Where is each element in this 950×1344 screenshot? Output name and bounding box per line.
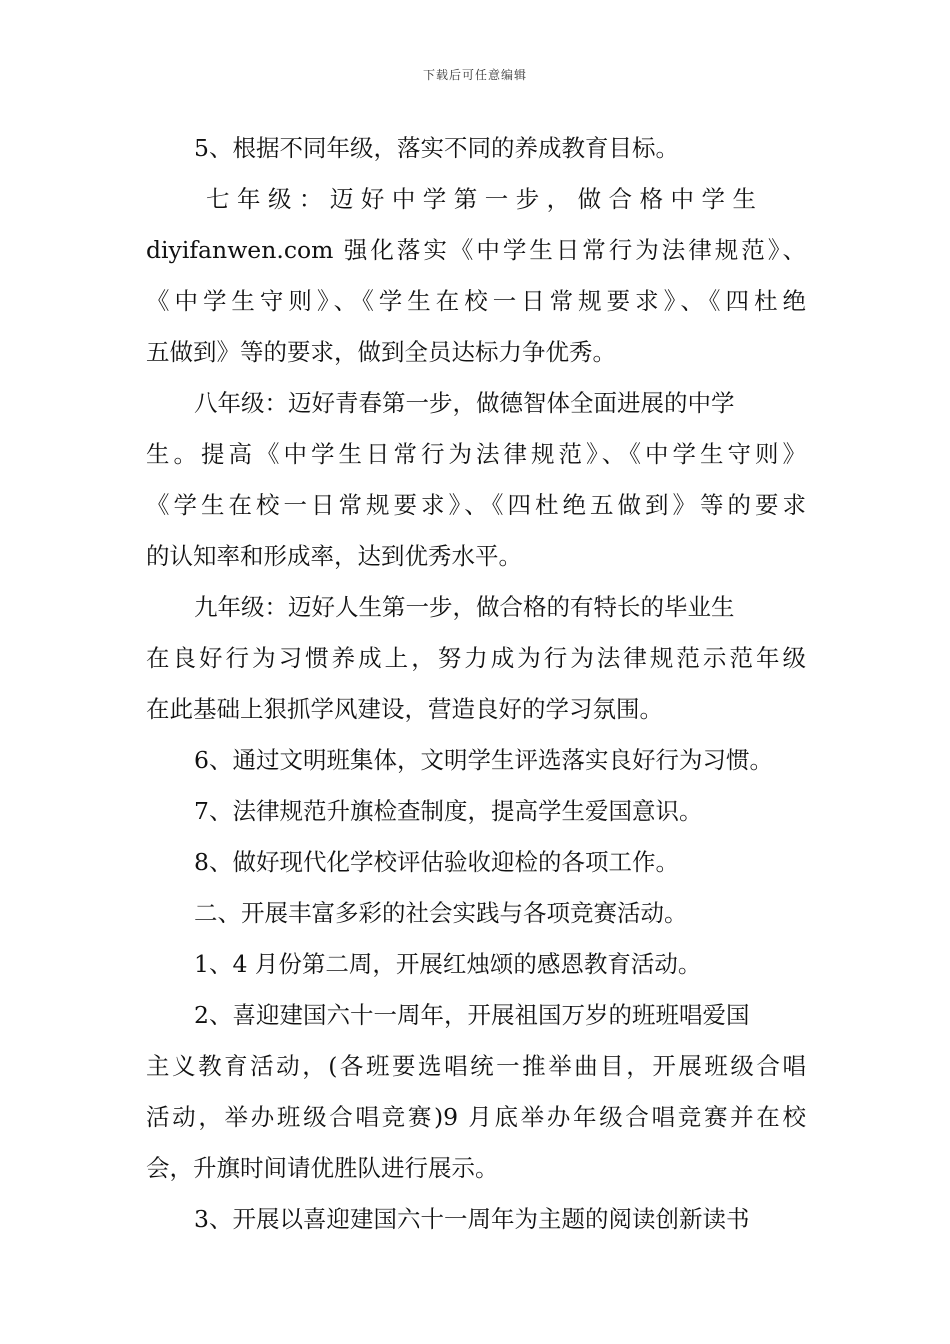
paragraph-line: 7、法律规范升旗检查制度，提高学生爱国意识。 [194,797,703,825]
paragraph-line: 在此基础上狠抓学风建设，营造良好的学习氛围。 [146,695,663,723]
paragraph-line: 6、通过文明班集体，文明学生评选落实良好行为习惯。 [194,746,773,774]
paragraph-line: 《学生在校一日常规要求》、《四杜绝五做到》等的要求 [146,491,806,519]
section-heading: 二、开展丰富多彩的社会实践与各项竞赛活动。 [194,899,688,927]
page-header: 下载后可任意编辑 [422,68,527,82]
paragraph-line: 生。提高《中学生日常行为法律规范》、《中学生守则》 [146,440,806,468]
paragraph-line: diyifanwen.com 强化落实《中学生日常行为法律规范》、 [146,236,806,264]
paragraph-line: 五做到》等的要求，做到全员达标力争优秀。 [146,338,616,366]
paragraph-line: 1、4 月份第二周，开展红烛颂的感恩教育活动。 [194,950,702,978]
paragraph-line: 八年级：迈好青春第一步，做德智体全面进展的中学 [194,389,735,417]
paragraph-line: 5、根据不同年级，落实不同的养成教育目标。 [194,134,679,162]
paragraph-line: 《中学生守则》、《学生在校一日常规要求》、《四杜绝 [146,287,806,315]
paragraph-line: 九年级：迈好人生第一步，做合格的有特长的毕业生 [194,593,735,621]
paragraph-line: 在良好行为习惯养成上，努力成为行为法律规范示范年级 [146,644,806,672]
paragraph-line: 七 年 级 ： 迈 好 中 学 第 一 步 ， 做 合 格 中 学 生 [206,185,756,213]
paragraph-line: 主义教育活动，(各班要选唱统一推举曲目，开展班级合唱 [146,1052,806,1080]
paragraph-line: 的认知率和形成率，达到优秀水平。 [146,542,522,570]
paragraph-line: 2、喜迎建国六十一周年，开展祖国万岁的班班唱爱国 [194,1001,750,1029]
paragraph-line: 会，升旗时间请优胜队进行展示。 [146,1154,499,1182]
document-body [146,126,806,1248]
paragraph-line: 活动，举办班级合唱竞赛)9 月底举办年级合唱竞赛并在校 [146,1103,806,1131]
paragraph-line: 8、做好现代化学校评估验收迎检的各项工作。 [194,848,679,876]
paragraph-line: 3、开展以喜迎建国六十一周年为主题的阅读创新读书 [194,1205,750,1233]
